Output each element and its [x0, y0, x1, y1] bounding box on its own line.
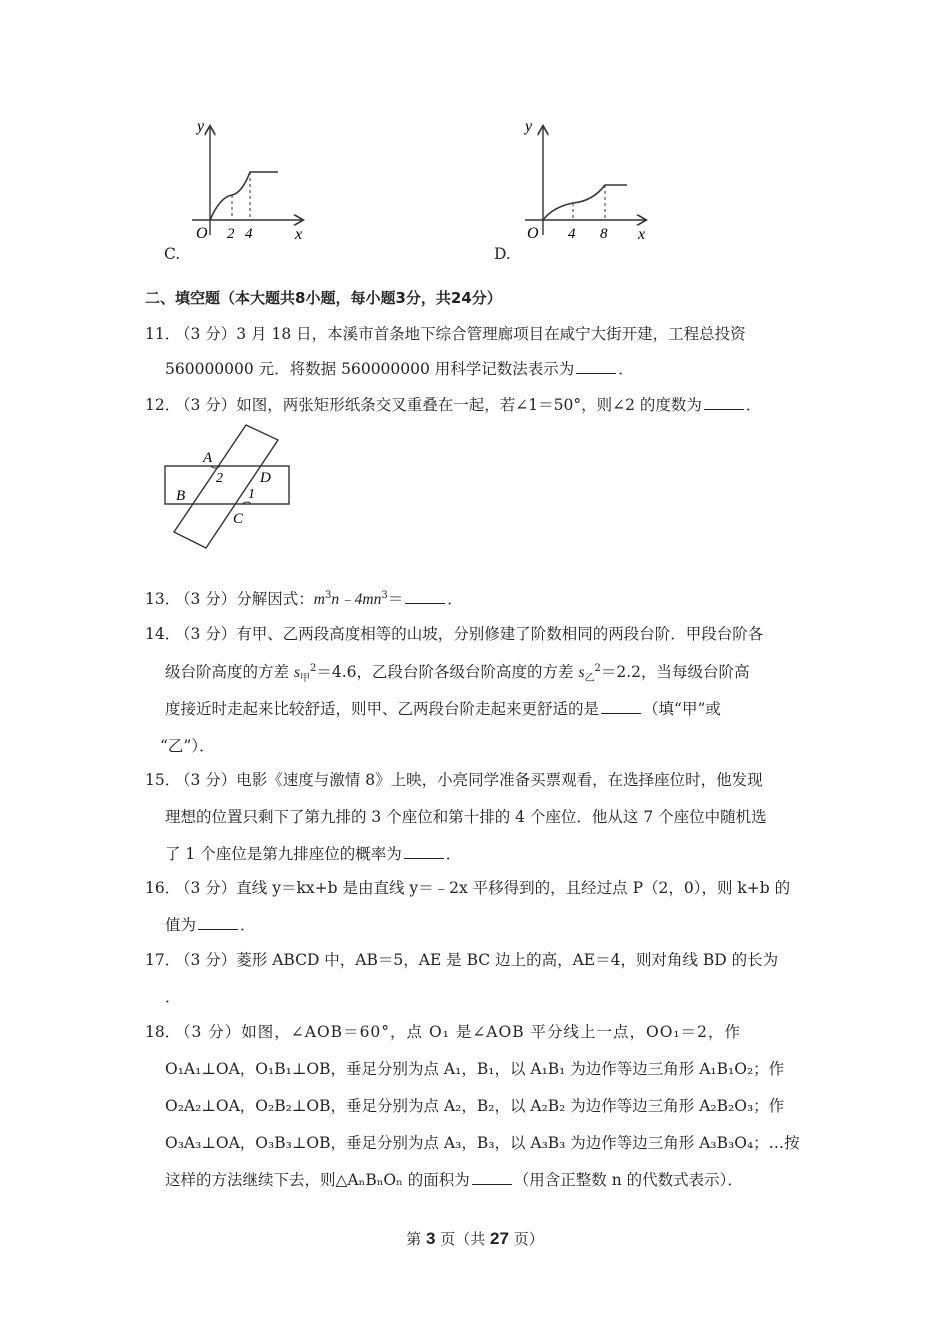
svg-text:B: B	[176, 488, 186, 504]
graph-c-curve	[210, 172, 278, 220]
q15-line2: 理想的位置只剩下了第九排的 3 个座位和第十排的 4 个座位．他从这 7 个座位中随机选	[165, 808, 767, 826]
q14-line3: 度接近时走起来比较舒适，则甲、乙两段台阶走起来更舒适的是 （填“甲”或	[165, 700, 721, 718]
q17-line2: ．	[165, 988, 181, 1006]
q18-line4: O₃A₃⊥OA，O₃B₃⊥OB，垂足分别为点 A₃，B₃，以 A₃B₃ 为边作等边三角形 A₃B₃O₄；…按	[165, 1134, 800, 1152]
svg-text:C: C	[233, 511, 244, 527]
q14-line1: （3 分）有甲、乙两段高度相等的山坡，分别修建了阶数相同的两段台阶．甲段台阶各	[175, 625, 764, 643]
graph-c	[180, 115, 320, 245]
q18-number: 18．	[145, 1023, 181, 1041]
svg-text:2: 2	[227, 226, 235, 242]
page-footer: 第 3 页（共 27 页）	[406, 1229, 544, 1248]
fig12-rectangles	[160, 420, 300, 555]
q16-blank[interactable]	[198, 915, 238, 930]
q14-blank[interactable]	[601, 699, 641, 714]
q18-blank[interactable]	[472, 1170, 512, 1185]
svg-text:O: O	[196, 225, 208, 242]
svg-text:x: x	[295, 226, 303, 243]
svg-text:A: A	[203, 450, 213, 466]
q15-line3: 了 1 个座位是第九排座位的概率为 ．	[165, 845, 462, 863]
q11-number: 11．	[145, 325, 181, 343]
svg-text:O: O	[527, 225, 539, 242]
q14-number: 14．	[145, 625, 181, 643]
q11-blank[interactable]	[576, 359, 616, 374]
q18-line3: O₂A₂⊥OA，O₂B₂⊥OB，垂足分别为点 A₂，B₂，以 A₂B₂ 为边作等边三角形 A₂B₂O₃；作	[165, 1097, 785, 1115]
svg-text:D: D	[260, 470, 271, 486]
q15-line1: （3 分）电影《速度与激情 8》上映，小亮同学准备买票观看，在选择座位时，他发现	[175, 771, 763, 789]
q13-blank[interactable]	[405, 589, 445, 604]
q14-line4: “乙”）．	[160, 737, 215, 755]
q18-line1: （3 分）如图，∠AOB＝60°，点 O₁ 是∠AOB 平分线上一点，OO₁＝2，作	[175, 1023, 742, 1041]
q16-line2: 值为 ．	[165, 916, 256, 934]
graph-c-label: C.	[164, 245, 181, 263]
svg-text:2: 2	[216, 471, 223, 486]
q12-blank[interactable]	[704, 395, 744, 410]
svg-text:8: 8	[600, 226, 608, 242]
svg-text:y: y	[197, 118, 205, 135]
svg-text:4: 4	[568, 226, 576, 242]
svg-text:4: 4	[245, 226, 253, 242]
q11-line2: 560000000 元．将数据 560000000 用科学记数法表示为 ．	[165, 360, 634, 378]
q16-line1: （3 分）直线 y＝kx+b 是由直线 y＝﹣2x 平移得到的，且经过点 P（2，0），则 k+b 的	[175, 879, 791, 897]
svg-text:x: x	[638, 226, 646, 243]
q11-line1: （3 分）3 月 18 日，本溪市首条地下综合管理廊项目在咸宁大街开建，工程总投资	[175, 325, 746, 343]
q14-line2: 级台阶高度的方差 $s_甲^2=4.6$，乙段台阶各级台阶高度的方差 $s_乙^2=2.2$，当每级台阶高	[165, 662, 750, 685]
graph-d	[515, 115, 665, 245]
q18-line5: 这样的方法继续下去，则△AₙBₙOₙ 的面积为 （用含正整数 n 的代数式表示）．	[165, 1171, 743, 1189]
graph-d-label: D.	[494, 245, 511, 263]
section-title: 二、填空题（本大题共8小题，每小题3分，共24分）	[145, 289, 502, 307]
q18-line2: O₁A₁⊥OA，O₁B₁⊥OB，垂足分别为点 A₁，B₁，以 A₁B₁ 为边作等边三角形 A₁B₁O₂；作	[165, 1060, 785, 1078]
q15-blank[interactable]	[404, 844, 444, 859]
q16-number: 16．	[145, 879, 181, 897]
q17-number: 17．	[145, 951, 181, 969]
q13-line1: （3 分）分解因式：$m^3n﹣4mn^3=$ ．	[175, 589, 463, 608]
q13-number: 13．	[145, 590, 181, 608]
svg-text:1: 1	[248, 487, 255, 502]
q17-line1: （3 分）菱形 ABCD 中，AB＝5，AE 是 BC 边上的高，AE＝4，则对角线 BD 的长为	[175, 951, 779, 969]
graph-d-curve	[543, 185, 627, 220]
q12-number: 12．	[145, 396, 181, 414]
q15-number: 15．	[145, 771, 181, 789]
svg-text:y: y	[525, 118, 533, 135]
q12-line1: （3 分）如图，两张矩形纸条交叉重叠在一起，若∠1＝50°，则∠2 的度数为 ．	[175, 396, 762, 414]
